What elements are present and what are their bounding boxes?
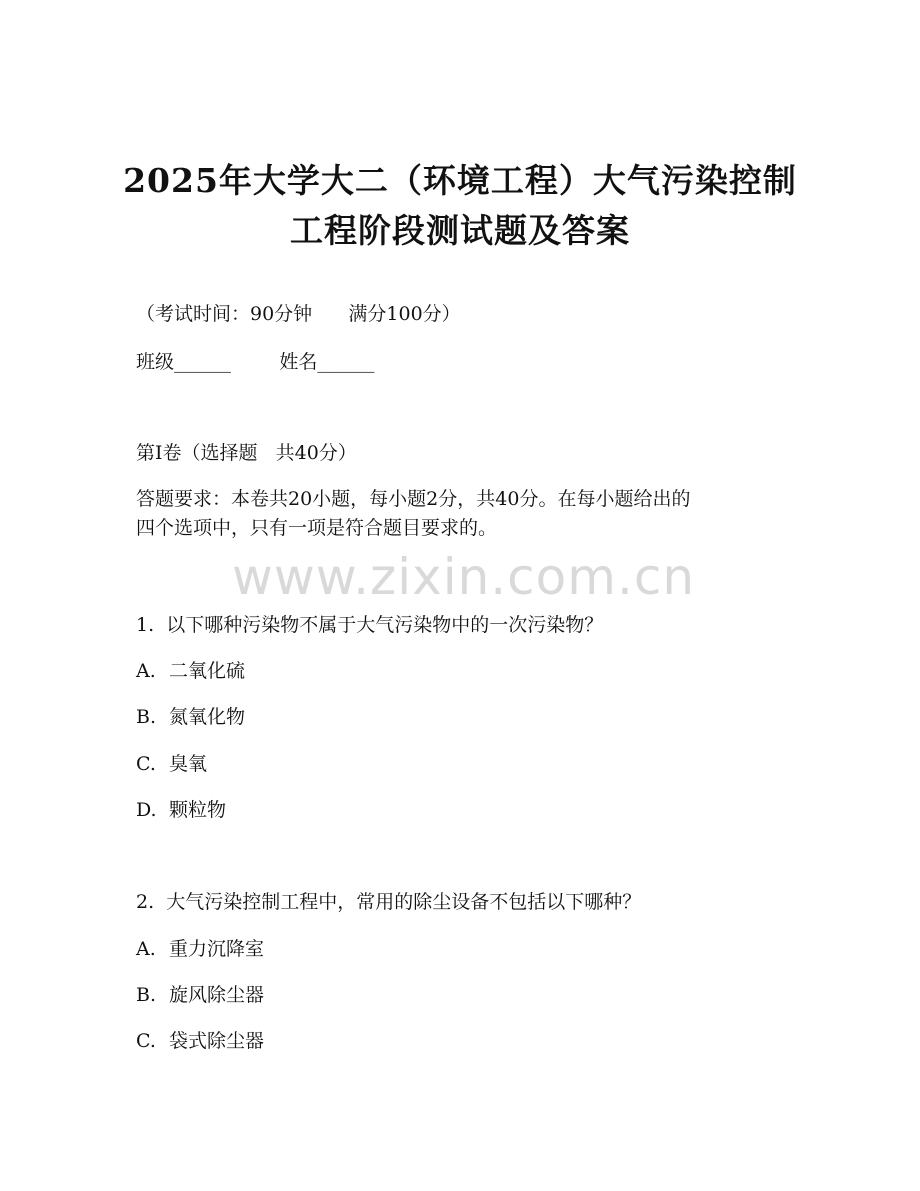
option-letter: B.	[136, 706, 157, 728]
question-1-option-d	[136, 798, 226, 822]
exam-info: （考试时间：90分钟 满分100分）	[136, 303, 461, 325]
class-name-fields: 班级______ 姓名______	[136, 351, 375, 373]
question-2-option-a	[136, 937, 264, 961]
option-letter: C.	[136, 753, 156, 775]
option-letter: C.	[136, 1030, 156, 1052]
question-1-option-b	[136, 705, 245, 729]
question-1-option-c	[136, 752, 207, 776]
watermark: www.zixin.com.cn	[232, 548, 696, 606]
option-letter: B.	[136, 984, 157, 1006]
document-title-line-1: 2025年大学大二（环境工程）大气污染控制	[123, 161, 797, 200]
option-text: 臭氧	[169, 753, 208, 775]
section-heading: 第I卷（选择题 共40分）	[136, 442, 357, 464]
option-letter: D.	[136, 799, 157, 821]
option-text: 二氧化硫	[169, 660, 246, 682]
option-text: 重力沉降室	[169, 938, 265, 960]
question-1-option-a	[136, 659, 245, 683]
question-1-stem: 1. 以下哪种污染物不属于大气污染物中的一次污染物？	[136, 614, 604, 636]
option-text: 旋风除尘器	[169, 984, 265, 1006]
question-2-option-c	[136, 1029, 264, 1053]
option-letter: A.	[136, 660, 156, 682]
option-text: 袋式除尘器	[169, 1030, 265, 1052]
document-title-line-2: 工程阶段测试题及答案	[290, 211, 630, 250]
option-text: 颗粒物	[169, 799, 227, 821]
option-text: 氮氧化物	[169, 706, 246, 728]
question-2-option-b	[136, 983, 264, 1007]
question-2-stem: 2. 大气污染控制工程中，常用的除尘设备不包括以下哪种？	[136, 891, 642, 913]
option-letter: A.	[136, 938, 156, 960]
instructions: 答题要求：本卷共20小题，每小题2分，共40分。在每小题给出的 四个选项中，只有一项是符合题目要求的。	[136, 488, 691, 539]
